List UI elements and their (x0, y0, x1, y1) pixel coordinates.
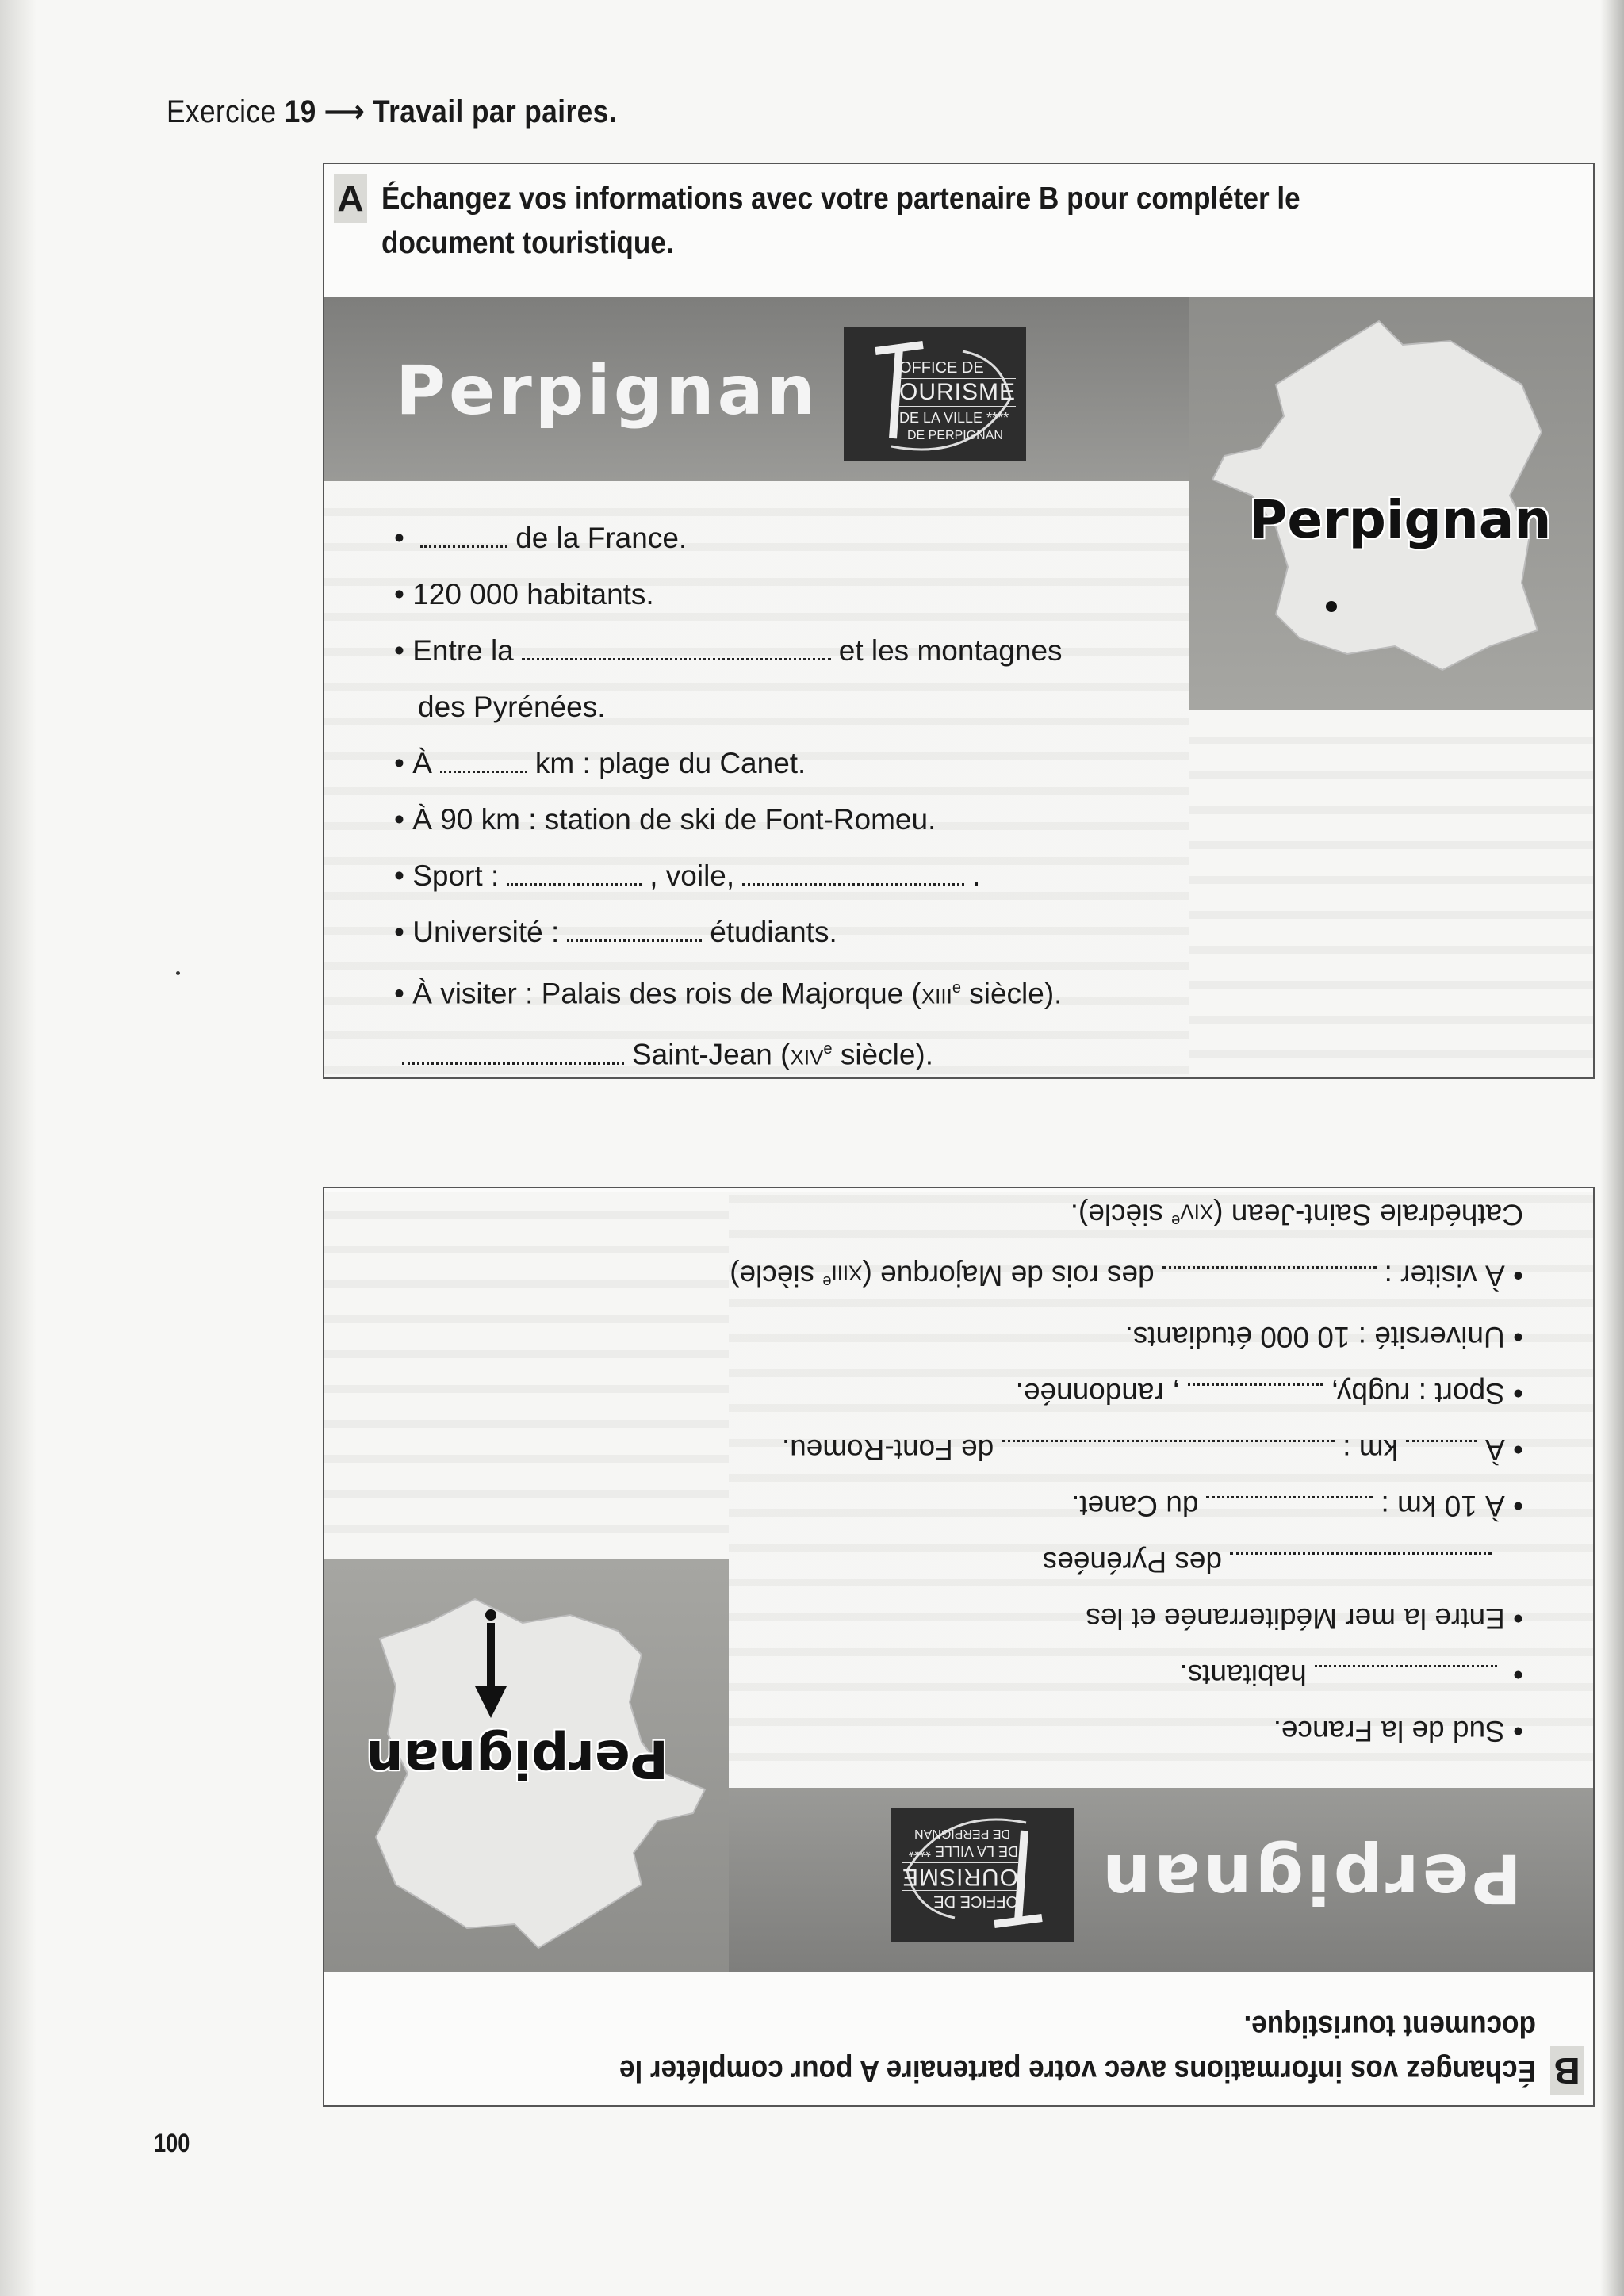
tourism-office-logo (891, 1808, 1074, 1942)
logo-line-3: DE LA VILLE **** (908, 1843, 1018, 1859)
map-city-label: Perpignan (366, 1728, 668, 1789)
arrow-icon: ⟶ (324, 94, 365, 129)
blank-line (522, 637, 831, 660)
exercise-label: Exercice (167, 94, 277, 129)
logo-line-2: OURISME (899, 379, 1017, 405)
card-b-instruction: Échangez vos informations avec votre partenaire A pour compléter le document touristique. (619, 2009, 1536, 2087)
list-item: • À km : plage du Canet. (394, 747, 806, 779)
stray-dot (176, 971, 180, 975)
card-b-header (324, 1972, 1593, 2105)
card-a-letter: A (334, 174, 367, 223)
card-b-info-list (730, 1186, 1523, 1759)
book-spine-shadow (0, 0, 36, 2296)
card-a-document (324, 297, 1593, 1077)
list-item-continuation: des Pyrénées. (418, 691, 606, 723)
card-b-city-title: Perpignan (1099, 1839, 1522, 1918)
exercise-number: 19 (284, 94, 316, 129)
blank-line (420, 525, 508, 548)
card-b-letter: B (1550, 2046, 1584, 2095)
blank-line (1230, 1552, 1492, 1575)
card-a-faded-background-right (1189, 710, 1593, 1077)
card-b-document (324, 1192, 1593, 1972)
blank-line (1162, 1266, 1377, 1289)
logo-line-2: OURISME (901, 1864, 1018, 1890)
map-city-label: Perpignan (1249, 489, 1552, 550)
blank-line (1188, 1383, 1323, 1406)
list-item: • Université : 10 000 étudiants. (1124, 1321, 1523, 1353)
list-item-continuation: des Pyrénées (730, 1534, 1523, 1590)
card-b (323, 1187, 1595, 2107)
list-item: Saint-Jean (xiv$^e$ siècle). (394, 1021, 1187, 1082)
blank-line (1315, 1665, 1497, 1688)
list-item: • Àkm :de Font-Romeu. (781, 1433, 1523, 1466)
tourism-office-logo (844, 327, 1026, 461)
france-map-panel (1189, 297, 1593, 710)
blank-line (1406, 1440, 1477, 1463)
blank-line (402, 1042, 624, 1065)
exercise-subtitle: Travail par paires. (373, 94, 617, 129)
logo-line-1: OFFICE DE (933, 1892, 1018, 1910)
list-item: • de la France. (394, 522, 688, 554)
blank-line (1002, 1440, 1335, 1463)
list-item: • Entre la et les montagnes (394, 634, 1063, 667)
list-item: • À 10 km :du Canet. (1071, 1490, 1523, 1522)
list-item: • À 90 km : station de ski de Font-Romeu. (394, 803, 936, 836)
blank-line (440, 750, 527, 773)
list-item: • Université : étudiants. (394, 916, 837, 948)
logo-line-1: OFFICE DE (899, 359, 984, 377)
france-map-panel (324, 1559, 729, 1972)
list-item: • Sport : , voile, . (394, 859, 981, 892)
page-number: 100 (154, 2129, 190, 2157)
logo-line-4: DE PERPIGNAN (914, 1827, 1010, 1840)
exercise-title (167, 94, 617, 130)
logo-line-4: DE PERPIGNAN (907, 429, 1003, 442)
blank-line (742, 863, 964, 886)
card-a-header (324, 164, 1593, 297)
list-item: • À visiter : Palais des rois de Majorque (xiii$^e$ siècle). (394, 977, 1063, 1010)
card-b-faded-background-right (324, 1192, 729, 1559)
list-item: Cathédrale Saint-Jean (xiv$^e$ siècle). (1070, 1198, 1523, 1231)
card-a-city-title: Perpignan (396, 351, 818, 430)
blank-line (1206, 1496, 1373, 1519)
list-item: • habitants. (1179, 1659, 1523, 1691)
logo-line-3: DE LA VILLE **** (899, 410, 1009, 426)
list-item: • 120 000 habitants. (394, 578, 654, 610)
card-a-instruction: Échangez vos informations avec votre partenaire B pour compléter le document touristique. (381, 182, 1300, 260)
list-item: • Sud de la France. (1273, 1715, 1523, 1747)
blank-line (507, 863, 642, 886)
card-a (323, 163, 1595, 1079)
list-item: • Entre la mer Méditerranée et les (1086, 1602, 1523, 1635)
list-item: • Sport : rugby,, randonnée. (1015, 1377, 1523, 1410)
page-edge-shadow (1600, 0, 1624, 2296)
card-a-info-list (394, 510, 1187, 1083)
list-item: • À visiter :des rois de Majorque (xiii$^e$ siècle) (730, 1259, 1523, 1292)
blank-line (567, 919, 702, 942)
